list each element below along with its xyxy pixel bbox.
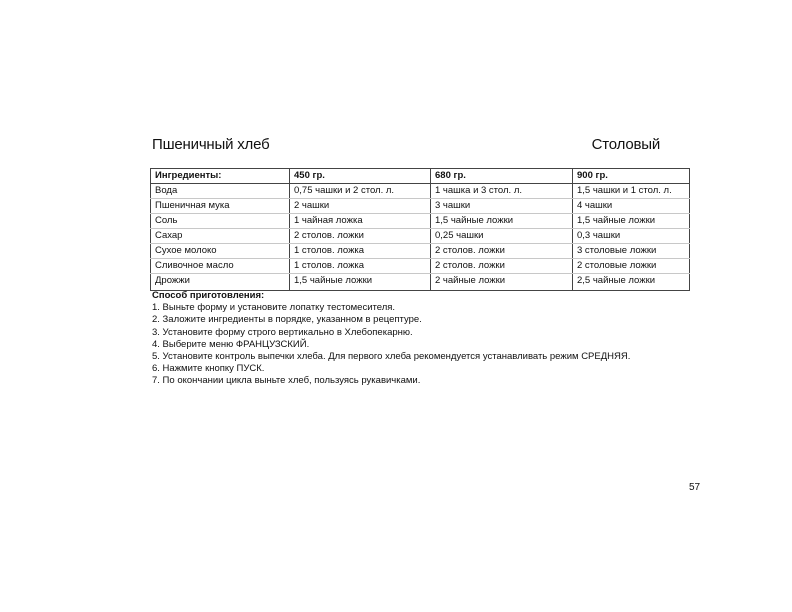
header-900: 900 гр. <box>573 169 690 184</box>
method-step: 3. Установите форму строго вертикально в Хлебопекарню. <box>152 326 413 338</box>
table-row <box>151 259 690 274</box>
ingredient-name: Сухое молоко <box>151 244 290 259</box>
recipe-title: Пшеничный хлеб <box>152 136 270 153</box>
amount-450: 1 чайная ложка <box>290 214 431 229</box>
amount-900: 3 столовые ложки <box>573 244 690 259</box>
amount-900: 1,5 чайные ложки <box>573 214 690 229</box>
table-row <box>151 229 690 244</box>
table-row <box>151 214 690 229</box>
amount-680: 1 чашка и 3 стол. л. <box>431 184 573 199</box>
method-step: 7. По окончании цикла выньте хлеб, пользуясь рукавичками. <box>152 375 421 387</box>
amount-680: 2 чайные ложки <box>431 274 573 291</box>
method-step: 1. Выньте форму и установите лопатку тестомесителя. <box>152 302 396 314</box>
table-row <box>151 184 690 199</box>
recipe-subtitle: Столовый <box>591 136 660 153</box>
ingredient-name: Сахар <box>151 229 290 244</box>
amount-450: 1 столов. ложка <box>290 259 431 274</box>
header-680: 680 гр. <box>431 169 573 184</box>
method-step: 2. Заложите ингредиенты в порядке, указанном в рецептуре. <box>152 314 422 326</box>
amount-450: 2 чашки <box>290 199 431 214</box>
amount-450: 1,5 чайные ложки <box>290 274 431 291</box>
method-heading: Способ приготовления: <box>152 290 265 301</box>
page-number: 57 <box>689 482 701 493</box>
table-row <box>151 199 690 214</box>
amount-900: 2,5 чайные ложки <box>573 274 690 291</box>
table-header-row <box>151 169 690 184</box>
header-ingredients: Ингредиенты: <box>151 169 290 184</box>
amount-450: 1 столов. ложка <box>290 244 431 259</box>
amount-680: 2 столов. ложки <box>431 244 573 259</box>
method-step: 4. Выберите меню ФРАНЦУЗСКИЙ. <box>152 338 310 350</box>
amount-900: 1,5 чашки и 1 стол. л. <box>573 184 690 199</box>
amount-680: 2 столов. ложки <box>431 259 573 274</box>
ingredient-name: Сливочное масло <box>151 259 290 274</box>
ingredient-name: Дрожжи <box>151 274 290 291</box>
amount-900: 2 столовые ложки <box>573 259 690 274</box>
amount-680: 1,5 чайные ложки <box>431 214 573 229</box>
ingredient-name: Соль <box>151 214 290 229</box>
amount-680: 3 чашки <box>431 199 573 214</box>
ingredient-name: Вода <box>151 184 290 199</box>
amount-900: 0,3 чашки <box>573 229 690 244</box>
header-450: 450 гр. <box>290 169 431 184</box>
method-step: 5. Установите контроль выпечки хлеба. Для первого хлеба рекомендуется устанавливать режим СРЕДНЯЯ. <box>152 351 631 363</box>
amount-900: 4 чашки <box>573 199 690 214</box>
amount-680: 0,25 чашки <box>431 229 573 244</box>
method-section <box>152 290 630 388</box>
amount-450: 0,75 чашки и 2 стол. л. <box>290 184 431 199</box>
method-step: 6. Нажмите кнопку ПУСК. <box>152 363 265 375</box>
table-row <box>151 244 690 259</box>
amount-450: 2 столов. ложки <box>290 229 431 244</box>
ingredient-name: Пшеничная мука <box>151 199 290 214</box>
table-row <box>151 274 690 291</box>
method-steps <box>152 302 630 387</box>
ingredients-table <box>150 168 690 291</box>
